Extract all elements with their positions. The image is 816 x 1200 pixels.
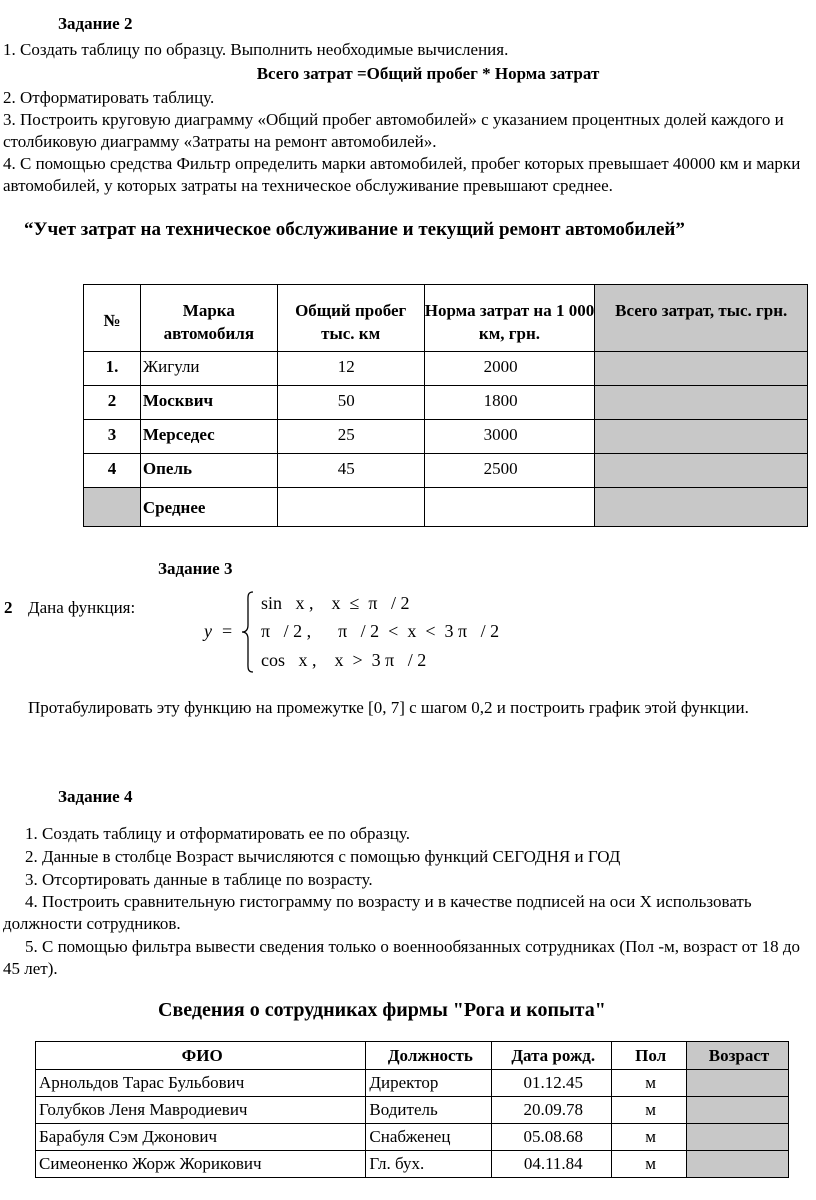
cell-mileage: 45 [277, 454, 424, 488]
cell-position: Водитель [366, 1097, 492, 1124]
cell-birthdate: 04.11.84 [492, 1151, 612, 1178]
task3-text: Протабулировать эту функцию на промежутке [0, 7] с шагом 0,2 и построить график этой функции. [28, 698, 749, 717]
table-row [84, 454, 808, 488]
cell-brand: Мерседес [140, 420, 277, 454]
formula-equals: = [222, 621, 233, 641]
cell-age [687, 1151, 789, 1178]
table-row [36, 1070, 789, 1097]
task4-item-2: 2. Данные в столбце Возраст вычисляются с помощью функций СЕГОДНЯ и ГОД [25, 847, 621, 866]
task2-item-1: 1. Создать таблицу по образцу. Выполнить необходимые вычисления. [3, 40, 509, 59]
table-average-row [84, 488, 808, 527]
cell-age [687, 1124, 789, 1151]
table-header-row [36, 1042, 789, 1070]
cell-number: 2 [84, 386, 141, 420]
task3-given: Дана функция: [28, 598, 136, 617]
task4-heading: Задание 4 [58, 787, 133, 806]
cell-position: Гл. бух. [366, 1151, 492, 1178]
cell-birthdate: 20.09.78 [492, 1097, 612, 1124]
table-row [36, 1124, 789, 1151]
formula-case-1: sin x , x ≤ π / 2 [261, 593, 410, 613]
cell-brand: Опель [140, 454, 277, 488]
cell-mileage: 12 [277, 352, 424, 386]
task2-item-3: 3. Построить круговую диаграмму «Общий пробег автомобилей» с указанием процентных долей каждого и столбиковую диаграмму «Затраты на ремонт автомобилей». [3, 110, 784, 151]
employees-table [35, 1041, 789, 1178]
col-header-age: Возраст [687, 1042, 789, 1070]
cell-norm-average [424, 488, 595, 527]
cell-brand: Москвич [140, 386, 277, 420]
cell-position: Директор [366, 1070, 492, 1097]
col-header-name: ФИО [36, 1042, 366, 1070]
col-header-brand: Марка автомобиля [140, 285, 277, 352]
task2-table-title: “Учет затрат на техническое обслуживание и текущий ремонт автомобилей” [24, 219, 685, 240]
task4-item-3: 3. Отсортировать данные в таблице по возрасту. [25, 870, 373, 889]
cell-birthdate: 05.08.68 [492, 1124, 612, 1151]
col-header-norm: Норма затрат на 1 000 км, грн. [424, 285, 595, 352]
cell-sex: м [612, 1097, 687, 1124]
cell-norm: 2000 [424, 352, 595, 386]
col-header-birthdate: Дата рожд. [492, 1042, 612, 1070]
cell-norm: 2500 [424, 454, 595, 488]
task4-item-1: 1. Создать таблицу и отформатировать ее по образцу. [25, 824, 410, 843]
col-header-position: Должность [366, 1042, 492, 1070]
cell-name: Голубков Леня Мавродиевич [36, 1097, 366, 1124]
task4-table-title: Сведения о сотрудниках фирмы "Рога и копыта" [158, 999, 606, 1021]
table-row [36, 1097, 789, 1124]
task3-heading: Задание 3 [158, 559, 233, 578]
formula-y: y [204, 621, 212, 641]
cell-brand: Жигули [140, 352, 277, 386]
cell-norm: 1800 [424, 386, 595, 420]
task2-item-2: 2. Отформатировать таблицу. [3, 88, 215, 107]
cell-sex: м [612, 1070, 687, 1097]
formula-case-2: π / 2 , π / 2 < x < 3 π / 2 [261, 621, 500, 641]
cell-total [595, 386, 808, 420]
cell-number: 1. [84, 352, 141, 386]
task3-number: 2 [4, 598, 13, 617]
col-header-total: Всего затрат, тыс. грн. [595, 285, 808, 352]
cell-sex: м [612, 1151, 687, 1178]
table-header-row [84, 285, 808, 352]
curly-brace-icon [241, 591, 255, 673]
cell-number: 4 [84, 454, 141, 488]
cell-name: Барабуля Сэм Джонович [36, 1124, 366, 1151]
task2-item-4: 4. С помощью средства Фильтр определить марки автомобилей, пробег которых превышает 40000 км и марки автомобилей, у которых затраты на техническое обслуживание превышают среднее. [3, 154, 801, 195]
table-row [84, 420, 808, 454]
cell-name: Арнольдов Тарас Бульбович [36, 1070, 366, 1097]
cell-mileage: 50 [277, 386, 424, 420]
cell-age [687, 1097, 789, 1124]
cell-sex: м [612, 1124, 687, 1151]
cell-name: Симеоненко Жорж Жорикович [36, 1151, 366, 1178]
cell-average-label: Среднее [140, 488, 277, 527]
cell-number: 3 [84, 420, 141, 454]
task2-formula: Всего затрат =Общий пробег * Норма затрат [256, 64, 600, 83]
cell-mileage-average [277, 488, 424, 527]
cell-mileage: 25 [277, 420, 424, 454]
car-costs-table [83, 284, 808, 527]
cell-total [595, 454, 808, 488]
cell-age [687, 1070, 789, 1097]
cell-norm: 3000 [424, 420, 595, 454]
task4-item-4: 4. Построить сравнительную гистограмму по возрасту и в качестве подписей на оси X использовать должности сотрудников. [3, 892, 752, 933]
cell-number [84, 488, 141, 527]
cell-total [595, 420, 808, 454]
task4-item-5: 5. С помощью фильтра вывести сведения только о военнообязанных сотрудниках (Пол -м, возраст от 18 до 45 лет). [3, 937, 801, 978]
col-header-number: № [84, 285, 141, 352]
cell-birthdate: 01.12.45 [492, 1070, 612, 1097]
table-row [84, 386, 808, 420]
cell-total [595, 352, 808, 386]
cell-total-average [595, 488, 808, 527]
cell-position: Снабженец [366, 1124, 492, 1151]
task2-heading: Задание 2 [58, 14, 133, 33]
table-row [36, 1151, 789, 1178]
col-header-sex: Пол [612, 1042, 687, 1070]
table-row [84, 352, 808, 386]
formula-case-3: cos x , x > 3 π / 2 [261, 650, 427, 670]
col-header-mileage: Общий пробег тыс. км [277, 285, 424, 352]
